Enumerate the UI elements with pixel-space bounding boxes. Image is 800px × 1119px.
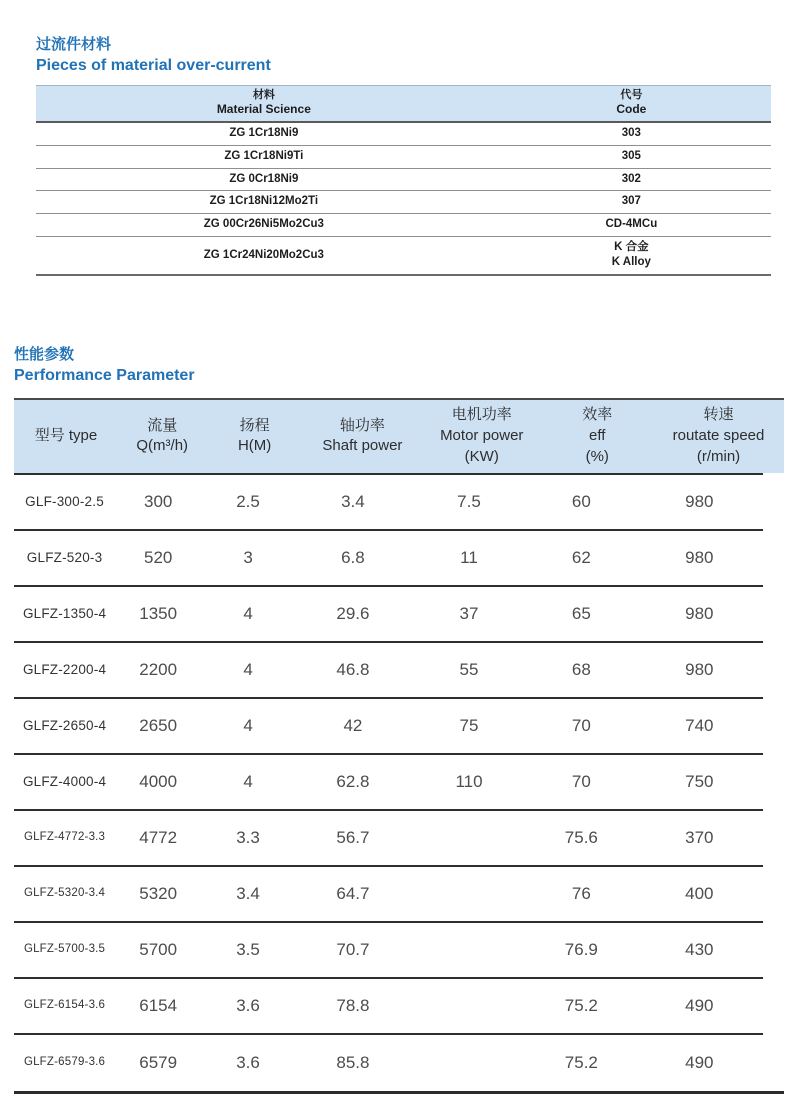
value-cell: 2200 bbox=[139, 660, 178, 680]
code-column-header-en: Code bbox=[616, 102, 647, 117]
value-cell: 5700 bbox=[139, 940, 178, 960]
value-cell: 76.9 bbox=[564, 940, 598, 960]
value-cell: 740 bbox=[685, 716, 714, 736]
header-line: (r/min) bbox=[696, 447, 741, 465]
value-cell: 5320 bbox=[139, 884, 178, 904]
value-cell: 300 bbox=[143, 492, 173, 512]
value-cell: 520 bbox=[143, 548, 173, 568]
performance-title-zh: 性能参数 bbox=[14, 346, 75, 364]
value-cell: 75.2 bbox=[564, 1053, 598, 1073]
value-cell: 37 bbox=[459, 604, 479, 624]
value-cell: 55 bbox=[459, 660, 479, 680]
performance-column-header bbox=[118, 400, 207, 473]
model-cell: GLFZ-520-3 bbox=[26, 549, 103, 565]
model-cell: GLFZ-4000-4 bbox=[22, 773, 107, 789]
model-cell: GLFZ-2650-4 bbox=[22, 717, 107, 733]
code-line: K Alloy bbox=[611, 256, 651, 269]
value-cell: 980 bbox=[685, 660, 714, 680]
value-cell: 4772 bbox=[139, 828, 178, 848]
code-line: K 合金 bbox=[614, 241, 649, 254]
code-cell: 305 bbox=[492, 145, 771, 168]
model-cell: GLFZ-2200-4 bbox=[22, 661, 107, 677]
value-cell: 4 bbox=[243, 772, 253, 792]
table-row bbox=[14, 643, 763, 699]
header-line: 轴功率 bbox=[339, 416, 385, 434]
model-cell: GLFZ-4772-3.3 bbox=[23, 831, 106, 844]
header-line: (KW) bbox=[464, 447, 499, 465]
material-cell: ZG 1Cr24Ni20Mo2Cu3 bbox=[36, 237, 492, 275]
value-cell: 4000 bbox=[139, 772, 178, 792]
header-line: (%) bbox=[585, 447, 609, 465]
value-cell: 3.4 bbox=[236, 884, 260, 904]
code-cell: 303 bbox=[492, 122, 771, 145]
value-cell: 2650 bbox=[139, 716, 178, 736]
table-row bbox=[14, 475, 763, 531]
materials-title-en: Pieces of material over-current bbox=[36, 56, 271, 74]
value-cell: 3 bbox=[243, 548, 253, 568]
value-cell: 980 bbox=[685, 492, 714, 512]
performance-title-en: Performance Parameter bbox=[14, 366, 195, 384]
value-cell: 3.4 bbox=[341, 492, 365, 512]
table-row bbox=[14, 923, 763, 979]
value-cell: 3.5 bbox=[236, 940, 260, 960]
header-line: routate speed bbox=[672, 427, 765, 445]
value-cell: 7.5 bbox=[457, 492, 481, 512]
header-line: 效率 bbox=[582, 406, 613, 424]
value-cell: 85.8 bbox=[336, 1053, 370, 1073]
value-cell: 430 bbox=[685, 940, 714, 960]
value-cell: 110 bbox=[455, 772, 483, 792]
value-cell: 490 bbox=[685, 1053, 714, 1073]
value-cell: 68 bbox=[571, 660, 591, 680]
materials-table-body bbox=[36, 122, 771, 276]
code-cell bbox=[492, 237, 771, 275]
table-row bbox=[36, 122, 771, 145]
value-cell: 6.8 bbox=[341, 548, 365, 568]
value-cell: 6579 bbox=[139, 1053, 178, 1073]
value-cell: 750 bbox=[685, 772, 714, 792]
material-cell: ZG 1Cr18Ni9 bbox=[36, 122, 492, 145]
value-cell: 980 bbox=[685, 548, 714, 568]
table-row bbox=[36, 237, 771, 275]
model-cell: GLFZ-6154-3.6 bbox=[23, 999, 106, 1012]
material-cell: ZG 1Cr18Ni12Mo2Ti bbox=[36, 191, 492, 214]
performance-section bbox=[14, 344, 800, 1094]
performance-column-header bbox=[303, 400, 422, 473]
value-cell: 70 bbox=[571, 716, 591, 736]
table-row bbox=[36, 191, 771, 214]
value-cell: 3.6 bbox=[236, 1053, 260, 1073]
code-cell: 307 bbox=[492, 191, 771, 214]
header-line: H(M) bbox=[237, 437, 272, 455]
header-line: 转速 bbox=[703, 406, 734, 424]
value-cell: 60 bbox=[571, 492, 591, 512]
material-column-header-zh: 材料 bbox=[252, 88, 275, 101]
header-line: Q(m³/h) bbox=[136, 437, 189, 455]
model-cell: GLF-300-2.5 bbox=[25, 493, 104, 509]
value-cell: 490 bbox=[685, 996, 714, 1016]
value-cell: 370 bbox=[685, 828, 714, 848]
value-cell: 65 bbox=[571, 604, 591, 624]
table-row bbox=[14, 531, 763, 587]
performance-column-header bbox=[541, 400, 653, 473]
table-row bbox=[36, 168, 771, 191]
table-row bbox=[14, 587, 763, 643]
value-cell: 78.8 bbox=[336, 996, 370, 1016]
code-column-header bbox=[492, 85, 771, 121]
value-cell: 62 bbox=[571, 548, 591, 568]
table-row bbox=[14, 699, 763, 755]
value-cell: 42 bbox=[343, 716, 363, 736]
table-row bbox=[36, 214, 771, 237]
header-line: eff bbox=[589, 427, 606, 445]
table-row bbox=[14, 755, 763, 811]
value-cell: 75 bbox=[459, 716, 479, 736]
materials-section-titles bbox=[36, 34, 800, 76]
value-cell: 11 bbox=[460, 548, 478, 568]
value-cell: 1350 bbox=[139, 604, 178, 624]
value-cell: 70.7 bbox=[336, 940, 370, 960]
value-cell: 3.3 bbox=[236, 828, 260, 848]
table-row bbox=[14, 811, 763, 867]
header-line: 电机功率 bbox=[451, 406, 512, 424]
value-cell: 4 bbox=[243, 660, 253, 680]
value-cell: 62.8 bbox=[336, 772, 370, 792]
value-cell: 46.8 bbox=[336, 660, 370, 680]
performance-column-header bbox=[422, 400, 541, 473]
model-cell: GLFZ-5320-3.4 bbox=[23, 887, 106, 900]
material-column-header-en: Material Science bbox=[216, 102, 311, 117]
performance-column-header bbox=[14, 400, 118, 473]
value-cell: 4 bbox=[243, 604, 253, 624]
value-cell: 75.6 bbox=[564, 828, 598, 848]
header-line: Motor power bbox=[440, 427, 524, 445]
value-cell: 4 bbox=[243, 716, 253, 736]
performance-table bbox=[14, 398, 784, 1094]
value-cell: 980 bbox=[685, 604, 714, 624]
code-column-header-zh: 代号 bbox=[620, 88, 643, 101]
model-cell: GLFZ-6579-3.6 bbox=[23, 1056, 106, 1069]
value-cell: 400 bbox=[685, 884, 714, 904]
model-cell: GLFZ-5700-3.5 bbox=[23, 943, 106, 956]
performance-table-header bbox=[14, 398, 784, 473]
table-row bbox=[36, 145, 771, 168]
value-cell: 76 bbox=[571, 884, 591, 904]
value-cell: 29.6 bbox=[336, 604, 370, 624]
code-cell: 302 bbox=[492, 168, 771, 191]
material-cell: ZG 0Cr18Ni9 bbox=[36, 168, 492, 191]
materials-header-row bbox=[36, 85, 771, 121]
performance-column-header bbox=[653, 400, 784, 473]
table-row bbox=[14, 867, 763, 923]
value-cell: 2.5 bbox=[236, 492, 260, 512]
materials-table-header bbox=[36, 85, 771, 121]
header-line: 型号 type bbox=[34, 427, 98, 445]
performance-section-titles bbox=[14, 344, 800, 386]
header-line: Shaft power bbox=[322, 437, 403, 455]
table-row bbox=[14, 1035, 763, 1091]
value-cell: 3.6 bbox=[236, 996, 260, 1016]
performance-table-body bbox=[14, 473, 784, 1094]
performance-column-header bbox=[206, 400, 302, 473]
material-cell: ZG 1Cr18Ni9Ti bbox=[36, 145, 492, 168]
table-row bbox=[14, 979, 763, 1035]
material-column-header bbox=[36, 85, 492, 121]
materials-title-zh: 过流件材料 bbox=[36, 36, 112, 53]
material-cell: ZG 00Cr26Ni5Mo2Cu3 bbox=[36, 214, 492, 237]
value-cell: 6154 bbox=[139, 996, 178, 1016]
header-line: 流量 bbox=[147, 416, 178, 434]
value-cell: 56.7 bbox=[336, 828, 370, 848]
value-cell: 70 bbox=[571, 772, 591, 792]
header-line: 扬程 bbox=[239, 416, 270, 434]
materials-table bbox=[36, 85, 771, 276]
code-cell: CD-4MCu bbox=[492, 214, 771, 237]
materials-section bbox=[36, 0, 800, 276]
model-cell: GLFZ-1350-4 bbox=[22, 605, 107, 621]
value-cell: 64.7 bbox=[336, 884, 370, 904]
value-cell: 75.2 bbox=[564, 996, 598, 1016]
